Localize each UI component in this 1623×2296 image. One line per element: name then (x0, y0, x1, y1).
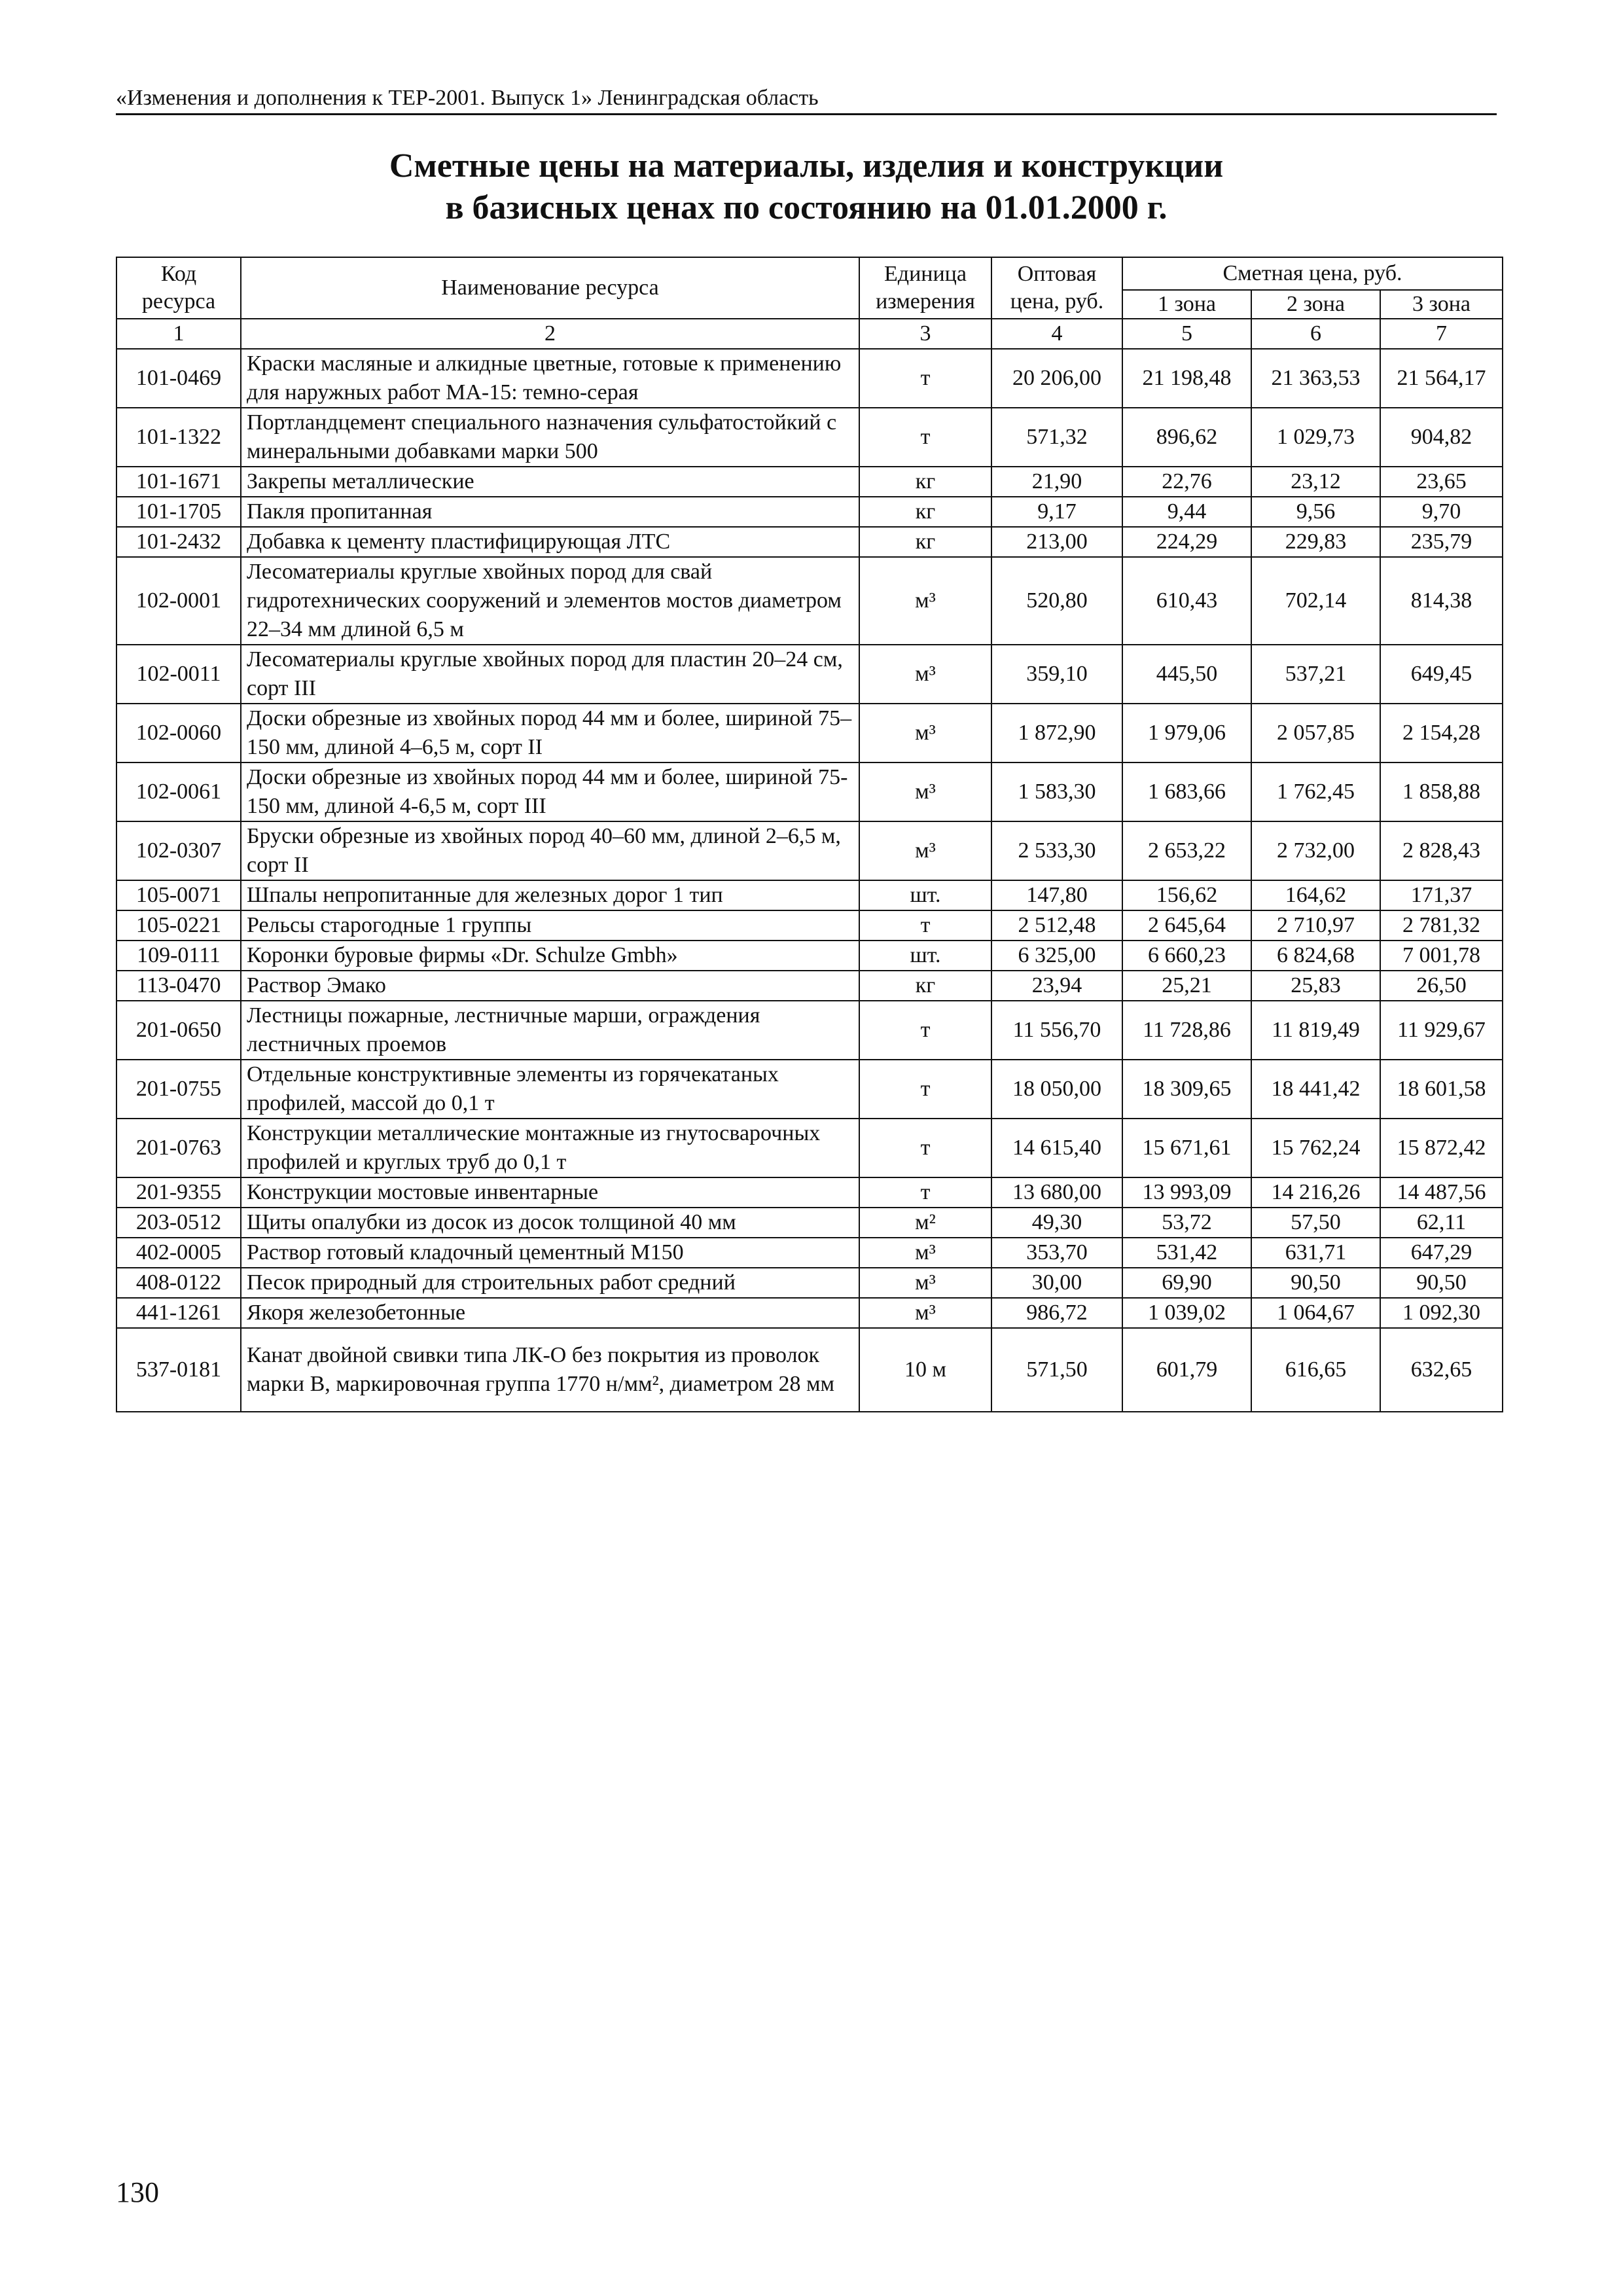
unit-cell: 10 м (859, 1328, 991, 1412)
zone-1-price-cell: 445,50 (1122, 645, 1251, 704)
zone-2-price-cell: 1 064,67 (1251, 1298, 1380, 1328)
table-row (116, 1328, 1503, 1412)
resource-name-cell: Лесоматериалы круглые хвойных пород для свай гидротехнических сооружений и элементов мостов диаметром 22–34 мм длиной 6,5 м (241, 557, 859, 645)
zone-1-price-cell: 18 309,65 (1122, 1060, 1251, 1119)
resource-name-cell: Краски масляные и алкидные цветные, готовые к применению для наружных работ МА-15: темно-серая (241, 349, 859, 408)
unit-cell: шт. (859, 941, 991, 971)
wholesale-price-cell: 147,80 (991, 880, 1122, 910)
zone-2-price-cell: 6 824,68 (1251, 941, 1380, 971)
wholesale-price-cell: 353,70 (991, 1238, 1122, 1268)
resource-code-cell: 102-0061 (116, 762, 241, 821)
resource-code-cell: 101-1705 (116, 497, 241, 527)
resource-name-cell: Песок природный для строительных работ средний (241, 1268, 859, 1298)
zone-2-price-cell: 18 441,42 (1251, 1060, 1380, 1119)
table-row (116, 971, 1503, 1001)
resource-code-cell: 441-1261 (116, 1298, 241, 1328)
zone-1-price-cell: 896,62 (1122, 408, 1251, 467)
unit-cell: кг (859, 527, 991, 557)
resource-name-cell: Доски обрезные из хвойных пород 44 мм и более, шириной 75–150 мм, длиной 4–6,5 м, сорт II (241, 704, 859, 762)
zone-2-price-cell: 1 029,73 (1251, 408, 1380, 467)
zone-1-price-cell: 224,29 (1122, 527, 1251, 557)
unit-cell: м³ (859, 704, 991, 762)
resource-code-cell: 105-0071 (116, 880, 241, 910)
table-row (116, 821, 1503, 880)
resource-code-cell: 537-0181 (116, 1328, 241, 1412)
header-code: Код ресурса (116, 257, 241, 319)
zone-3-price-cell: 1 092,30 (1380, 1298, 1503, 1328)
zone-2-price-cell: 23,12 (1251, 467, 1380, 497)
zone-1-price-cell: 601,79 (1122, 1328, 1251, 1412)
resource-code-cell: 102-0307 (116, 821, 241, 880)
wholesale-price-cell: 520,80 (991, 557, 1122, 645)
zone-2-price-cell: 57,50 (1251, 1208, 1380, 1238)
zone-2-price-cell: 2 057,85 (1251, 704, 1380, 762)
unit-cell: т (859, 349, 991, 408)
zone-3-price-cell: 18 601,58 (1380, 1060, 1503, 1119)
resource-name-cell: Отдельные конструктивные элементы из горячекатаных профилей, массой до 0,1 т (241, 1060, 859, 1119)
header-estimate-group: Сметная цена, руб. (1122, 257, 1503, 290)
zone-3-price-cell: 2 154,28 (1380, 704, 1503, 762)
zone-2-price-cell: 164,62 (1251, 880, 1380, 910)
zone-3-price-cell: 15 872,42 (1380, 1119, 1503, 1177)
resource-name-cell: Портландцемент специального назначения сульфатостойкий с минеральными добавками марки 500 (241, 408, 859, 467)
zone-1-price-cell: 69,90 (1122, 1268, 1251, 1298)
header-unit: Единица измерения (859, 257, 991, 319)
column-number-cell: 2 (241, 319, 859, 349)
zone-2-price-cell: 229,83 (1251, 527, 1380, 557)
wholesale-price-cell: 986,72 (991, 1298, 1122, 1328)
zone-1-price-cell: 2 645,64 (1122, 910, 1251, 941)
zone-3-price-cell: 14 487,56 (1380, 1177, 1503, 1208)
zone-1-price-cell: 610,43 (1122, 557, 1251, 645)
table-row (116, 1060, 1503, 1119)
column-number-cell: 4 (991, 319, 1122, 349)
wholesale-price-cell: 18 050,00 (991, 1060, 1122, 1119)
resource-name-cell: Пакля пропитанная (241, 497, 859, 527)
resource-code-cell: 113-0470 (116, 971, 241, 1001)
wholesale-price-cell: 14 615,40 (991, 1119, 1122, 1177)
resource-code-cell: 102-0060 (116, 704, 241, 762)
resource-code-cell: 101-0469 (116, 349, 241, 408)
zone-1-price-cell: 531,42 (1122, 1238, 1251, 1268)
zone-3-price-cell: 23,65 (1380, 467, 1503, 497)
column-number-cell: 6 (1251, 319, 1380, 349)
unit-cell: т (859, 1119, 991, 1177)
resource-name-cell: Коронки буровые фирмы «Dr. Schulze Gmbh» (241, 941, 859, 971)
zone-3-price-cell: 62,11 (1380, 1208, 1503, 1238)
zone-1-price-cell: 21 198,48 (1122, 349, 1251, 408)
zone-1-price-cell: 156,62 (1122, 880, 1251, 910)
zone-2-price-cell: 14 216,26 (1251, 1177, 1380, 1208)
zone-1-price-cell: 53,72 (1122, 1208, 1251, 1238)
header-wholesale: Оптовая цена, руб. (991, 257, 1122, 319)
resource-code-cell: 201-0763 (116, 1119, 241, 1177)
resource-code-cell: 201-0755 (116, 1060, 241, 1119)
zone-2-price-cell: 1 762,45 (1251, 762, 1380, 821)
resource-code-cell: 105-0221 (116, 910, 241, 941)
zone-1-price-cell: 1 683,66 (1122, 762, 1251, 821)
zone-3-price-cell: 1 858,88 (1380, 762, 1503, 821)
zone-3-price-cell: 2 828,43 (1380, 821, 1503, 880)
zone-3-price-cell: 11 929,67 (1380, 1001, 1503, 1060)
unit-cell: кг (859, 467, 991, 497)
zone-3-price-cell: 2 781,32 (1380, 910, 1503, 941)
table-row (116, 497, 1503, 527)
zone-1-price-cell: 15 671,61 (1122, 1119, 1251, 1177)
zone-3-price-cell: 632,65 (1380, 1328, 1503, 1412)
zone-1-price-cell: 25,21 (1122, 971, 1251, 1001)
zone-3-price-cell: 7 001,78 (1380, 941, 1503, 971)
resource-code-cell: 109-0111 (116, 941, 241, 971)
zone-3-price-cell: 9,70 (1380, 497, 1503, 527)
wholesale-price-cell: 1 872,90 (991, 704, 1122, 762)
table-row (116, 1177, 1503, 1208)
unit-cell: т (859, 1060, 991, 1119)
table-row (116, 941, 1503, 971)
wholesale-price-cell: 49,30 (991, 1208, 1122, 1238)
resource-name-cell: Якоря железобетонные (241, 1298, 859, 1328)
header-zone-1: 1 зона (1122, 290, 1251, 319)
resource-name-cell: Лесоматериалы круглые хвойных пород для пластин 20–24 см, сорт III (241, 645, 859, 704)
table-row (116, 704, 1503, 762)
resource-code-cell: 101-2432 (116, 527, 241, 557)
table-row (116, 557, 1503, 645)
resource-code-cell: 201-0650 (116, 1001, 241, 1060)
zone-3-price-cell: 21 564,17 (1380, 349, 1503, 408)
zone-2-price-cell: 9,56 (1251, 497, 1380, 527)
resource-code-cell: 101-1322 (116, 408, 241, 467)
column-number-row (116, 319, 1503, 349)
wholesale-price-cell: 30,00 (991, 1268, 1122, 1298)
zone-2-price-cell: 11 819,49 (1251, 1001, 1380, 1060)
resource-name-cell: Шпалы непропитанные для железных дорог 1 тип (241, 880, 859, 910)
resource-name-cell: Рельсы старогодные 1 группы (241, 910, 859, 941)
zone-3-price-cell: 235,79 (1380, 527, 1503, 557)
resource-code-cell: 101-1671 (116, 467, 241, 497)
column-number-cell: 1 (116, 319, 241, 349)
resource-code-cell: 102-0001 (116, 557, 241, 645)
title-line-1: Сметные цены на материалы, изделия и конструкции (389, 147, 1224, 185)
unit-cell: шт. (859, 880, 991, 910)
wholesale-price-cell: 23,94 (991, 971, 1122, 1001)
wholesale-price-cell: 571,50 (991, 1328, 1122, 1412)
resource-code-cell: 102-0011 (116, 645, 241, 704)
resource-name-cell: Доски обрезные из хвойных пород 44 мм и более, шириной 75-150 мм, длиной 4-6,5 м, сорт III (241, 762, 859, 821)
zone-3-price-cell: 814,38 (1380, 557, 1503, 645)
table-row (116, 910, 1503, 941)
unit-cell: м³ (859, 1298, 991, 1328)
zone-3-price-cell: 90,50 (1380, 1268, 1503, 1298)
zone-1-price-cell: 22,76 (1122, 467, 1251, 497)
resource-name-cell: Лестницы пожарные, лестничные марши, ограждения лестничных проемов (241, 1001, 859, 1060)
column-number-cell: 5 (1122, 319, 1251, 349)
zone-2-price-cell: 15 762,24 (1251, 1119, 1380, 1177)
zone-2-price-cell: 2 710,97 (1251, 910, 1380, 941)
wholesale-price-cell: 2 512,48 (991, 910, 1122, 941)
column-number-cell: 3 (859, 319, 991, 349)
unit-cell: кг (859, 497, 991, 527)
resource-name-cell: Конструкции мостовые инвентарные (241, 1177, 859, 1208)
table-row (116, 1238, 1503, 1268)
zone-3-price-cell: 26,50 (1380, 971, 1503, 1001)
zone-1-price-cell: 9,44 (1122, 497, 1251, 527)
wholesale-price-cell: 9,17 (991, 497, 1122, 527)
resource-code-cell: 203-0512 (116, 1208, 241, 1238)
unit-cell: т (859, 1177, 991, 1208)
wholesale-price-cell: 571,32 (991, 408, 1122, 467)
wholesale-price-cell: 359,10 (991, 645, 1122, 704)
zone-3-price-cell: 171,37 (1380, 880, 1503, 910)
page-number: 130 (116, 2176, 159, 2208)
unit-cell: м³ (859, 557, 991, 645)
resource-code-cell: 201-9355 (116, 1177, 241, 1208)
unit-cell: т (859, 910, 991, 941)
resource-name-cell: Конструкции металлические монтажные из гнутосварочных профилей и круглых труб до 0,1 т (241, 1119, 859, 1177)
table-row (116, 349, 1503, 408)
zone-2-price-cell: 25,83 (1251, 971, 1380, 1001)
zone-3-price-cell: 647,29 (1380, 1238, 1503, 1268)
wholesale-price-cell: 213,00 (991, 527, 1122, 557)
table-row (116, 762, 1503, 821)
zone-2-price-cell: 90,50 (1251, 1268, 1380, 1298)
resource-code-cell: 408-0122 (116, 1268, 241, 1298)
zone-1-price-cell: 11 728,86 (1122, 1001, 1251, 1060)
unit-cell: т (859, 408, 991, 467)
table-row (116, 467, 1503, 497)
zone-1-price-cell: 1 039,02 (1122, 1298, 1251, 1328)
table-body (116, 349, 1503, 1412)
table-row (116, 880, 1503, 910)
header-name: Наименование ресурса (241, 257, 859, 319)
table-row (116, 1119, 1503, 1177)
wholesale-price-cell: 21,90 (991, 467, 1122, 497)
zone-3-price-cell: 649,45 (1380, 645, 1503, 704)
unit-cell: м³ (859, 645, 991, 704)
resource-name-cell: Канат двойной свивки типа ЛК-О без покрытия из проволок марки В, маркировочная группа 1770 н/мм², диаметром 28 мм (241, 1328, 859, 1412)
resource-code-cell: 402-0005 (116, 1238, 241, 1268)
zone-1-price-cell: 1 979,06 (1122, 704, 1251, 762)
page-title (116, 145, 1497, 229)
zone-2-price-cell: 537,21 (1251, 645, 1380, 704)
zone-2-price-cell: 21 363,53 (1251, 349, 1380, 408)
wholesale-price-cell: 20 206,00 (991, 349, 1122, 408)
unit-cell: кг (859, 971, 991, 1001)
table-row (116, 527, 1503, 557)
zone-2-price-cell: 631,71 (1251, 1238, 1380, 1268)
wholesale-price-cell: 13 680,00 (991, 1177, 1122, 1208)
price-table (116, 257, 1503, 1412)
unit-cell: м³ (859, 1238, 991, 1268)
wholesale-price-cell: 1 583,30 (991, 762, 1122, 821)
table-row (116, 1298, 1503, 1328)
table-row (116, 645, 1503, 704)
resource-name-cell: Раствор готовый кладочный цементный М150 (241, 1238, 859, 1268)
header-zone-2: 2 зона (1251, 290, 1380, 319)
zone-2-price-cell: 2 732,00 (1251, 821, 1380, 880)
column-number-cell: 7 (1380, 319, 1503, 349)
wholesale-price-cell: 11 556,70 (991, 1001, 1122, 1060)
unit-cell: м² (859, 1208, 991, 1238)
zone-2-price-cell: 616,65 (1251, 1328, 1380, 1412)
resource-name-cell: Раствор Эмако (241, 971, 859, 1001)
header-zone-3: 3 зона (1380, 290, 1503, 319)
zone-1-price-cell: 2 653,22 (1122, 821, 1251, 880)
table-row (116, 408, 1503, 467)
table-row (116, 1268, 1503, 1298)
zone-1-price-cell: 13 993,09 (1122, 1177, 1251, 1208)
unit-cell: м³ (859, 821, 991, 880)
zone-3-price-cell: 904,82 (1380, 408, 1503, 467)
wholesale-price-cell: 6 325,00 (991, 941, 1122, 971)
title-line-2: в базисных ценах по состоянию на 01.01.2000 г. (445, 189, 1168, 226)
wholesale-price-cell: 2 533,30 (991, 821, 1122, 880)
zone-2-price-cell: 702,14 (1251, 557, 1380, 645)
resource-name-cell: Добавка к цементу пластифицирующая ЛТС (241, 527, 859, 557)
resource-name-cell: Закрепы металлические (241, 467, 859, 497)
table-row (116, 1001, 1503, 1060)
resource-name-cell: Щиты опалубки из досок из досок толщиной 40 мм (241, 1208, 859, 1238)
unit-cell: т (859, 1001, 991, 1060)
unit-cell: м³ (859, 762, 991, 821)
unit-cell: м³ (859, 1268, 991, 1298)
table-row (116, 1208, 1503, 1238)
resource-name-cell: Бруски обрезные из хвойных пород 40–60 мм, длиной 2–6,5 м, сорт II (241, 821, 859, 880)
running-head: «Изменения и дополнения к ТЕР-2001. Выпуск 1» Ленинградская область (116, 85, 1497, 115)
zone-1-price-cell: 6 660,23 (1122, 941, 1251, 971)
